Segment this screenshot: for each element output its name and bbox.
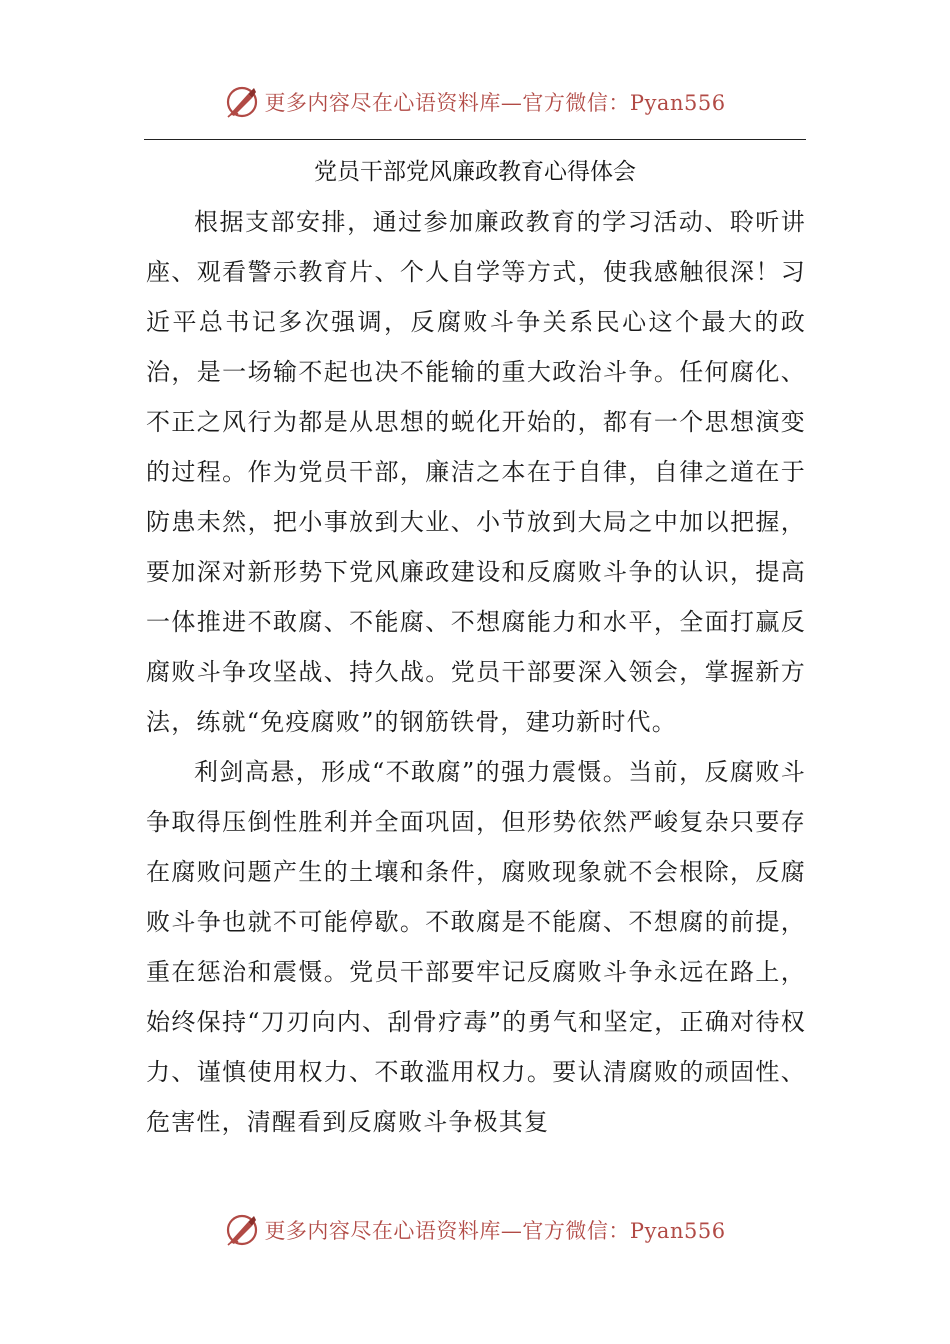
document-body xyxy=(146,197,806,1147)
paragraph-2: 利剑高悬，形成“不敢腐”的强力震慑。当前，反腐败斗争取得压倒性胜利并全面巩固，但形势依然严峻复杂只要存在腐败问题产生的土壤和条件，腐败现象就不会根除，反腐败斗争也就不可能停歇。不敢腐是不能腐、不想腐的前提，重在惩治和震慑。党员干部要牢记反腐败斗争永远在路上，始终保持“刀刃向内、刮骨疗毒”的勇气和坚定，正确对待权力、谨慎使用权力、不敢滥用权力。要认清腐败的顽固性、危害性，清醒看到反腐败斗争极其复 xyxy=(146,758,806,1136)
pen-logo-icon xyxy=(224,84,260,120)
header-banner xyxy=(0,82,950,122)
header-divider xyxy=(144,139,806,140)
header-banner-text: 更多内容尽在心语资料库—官方微信：Pyan556 xyxy=(264,91,726,115)
document-title: 党员干部党风廉政教育心得体会 xyxy=(314,159,636,185)
footer-banner-text: 更多内容尽在心语资料库—官方微信：Pyan556 xyxy=(264,1219,726,1243)
pen-logo-icon xyxy=(224,1212,260,1248)
paragraph-1: 根据支部安排，通过参加廉政教育的学习活动、聆听讲座、观看警示教育片、个人自学等方式，使我感触很深！习近平总书记多次强调，反腐败斗争关系民心这个最大的政治，是一场输不起也决不能输的重大政治斗争。任何腐化、不正之风行为都是从思想的蜕化开始的，都有一个思想演变的过程。作为党员干部，廉洁之本在于自律，自律之道在于防患未然，把小事放到大业、小节放到大局之中加以把握，要加深对新形势下党风廉政建设和反腐败斗争的认识，提高一体推进不敢腐、不能腐、不想腐能力和水平，全面打赢反腐败斗争攻坚战、持久战。党员干部要深入领会，掌握新方法，练就“免疫腐败”的钢筋铁骨，建功新时代。 xyxy=(146,208,806,736)
footer-banner xyxy=(0,1210,950,1250)
